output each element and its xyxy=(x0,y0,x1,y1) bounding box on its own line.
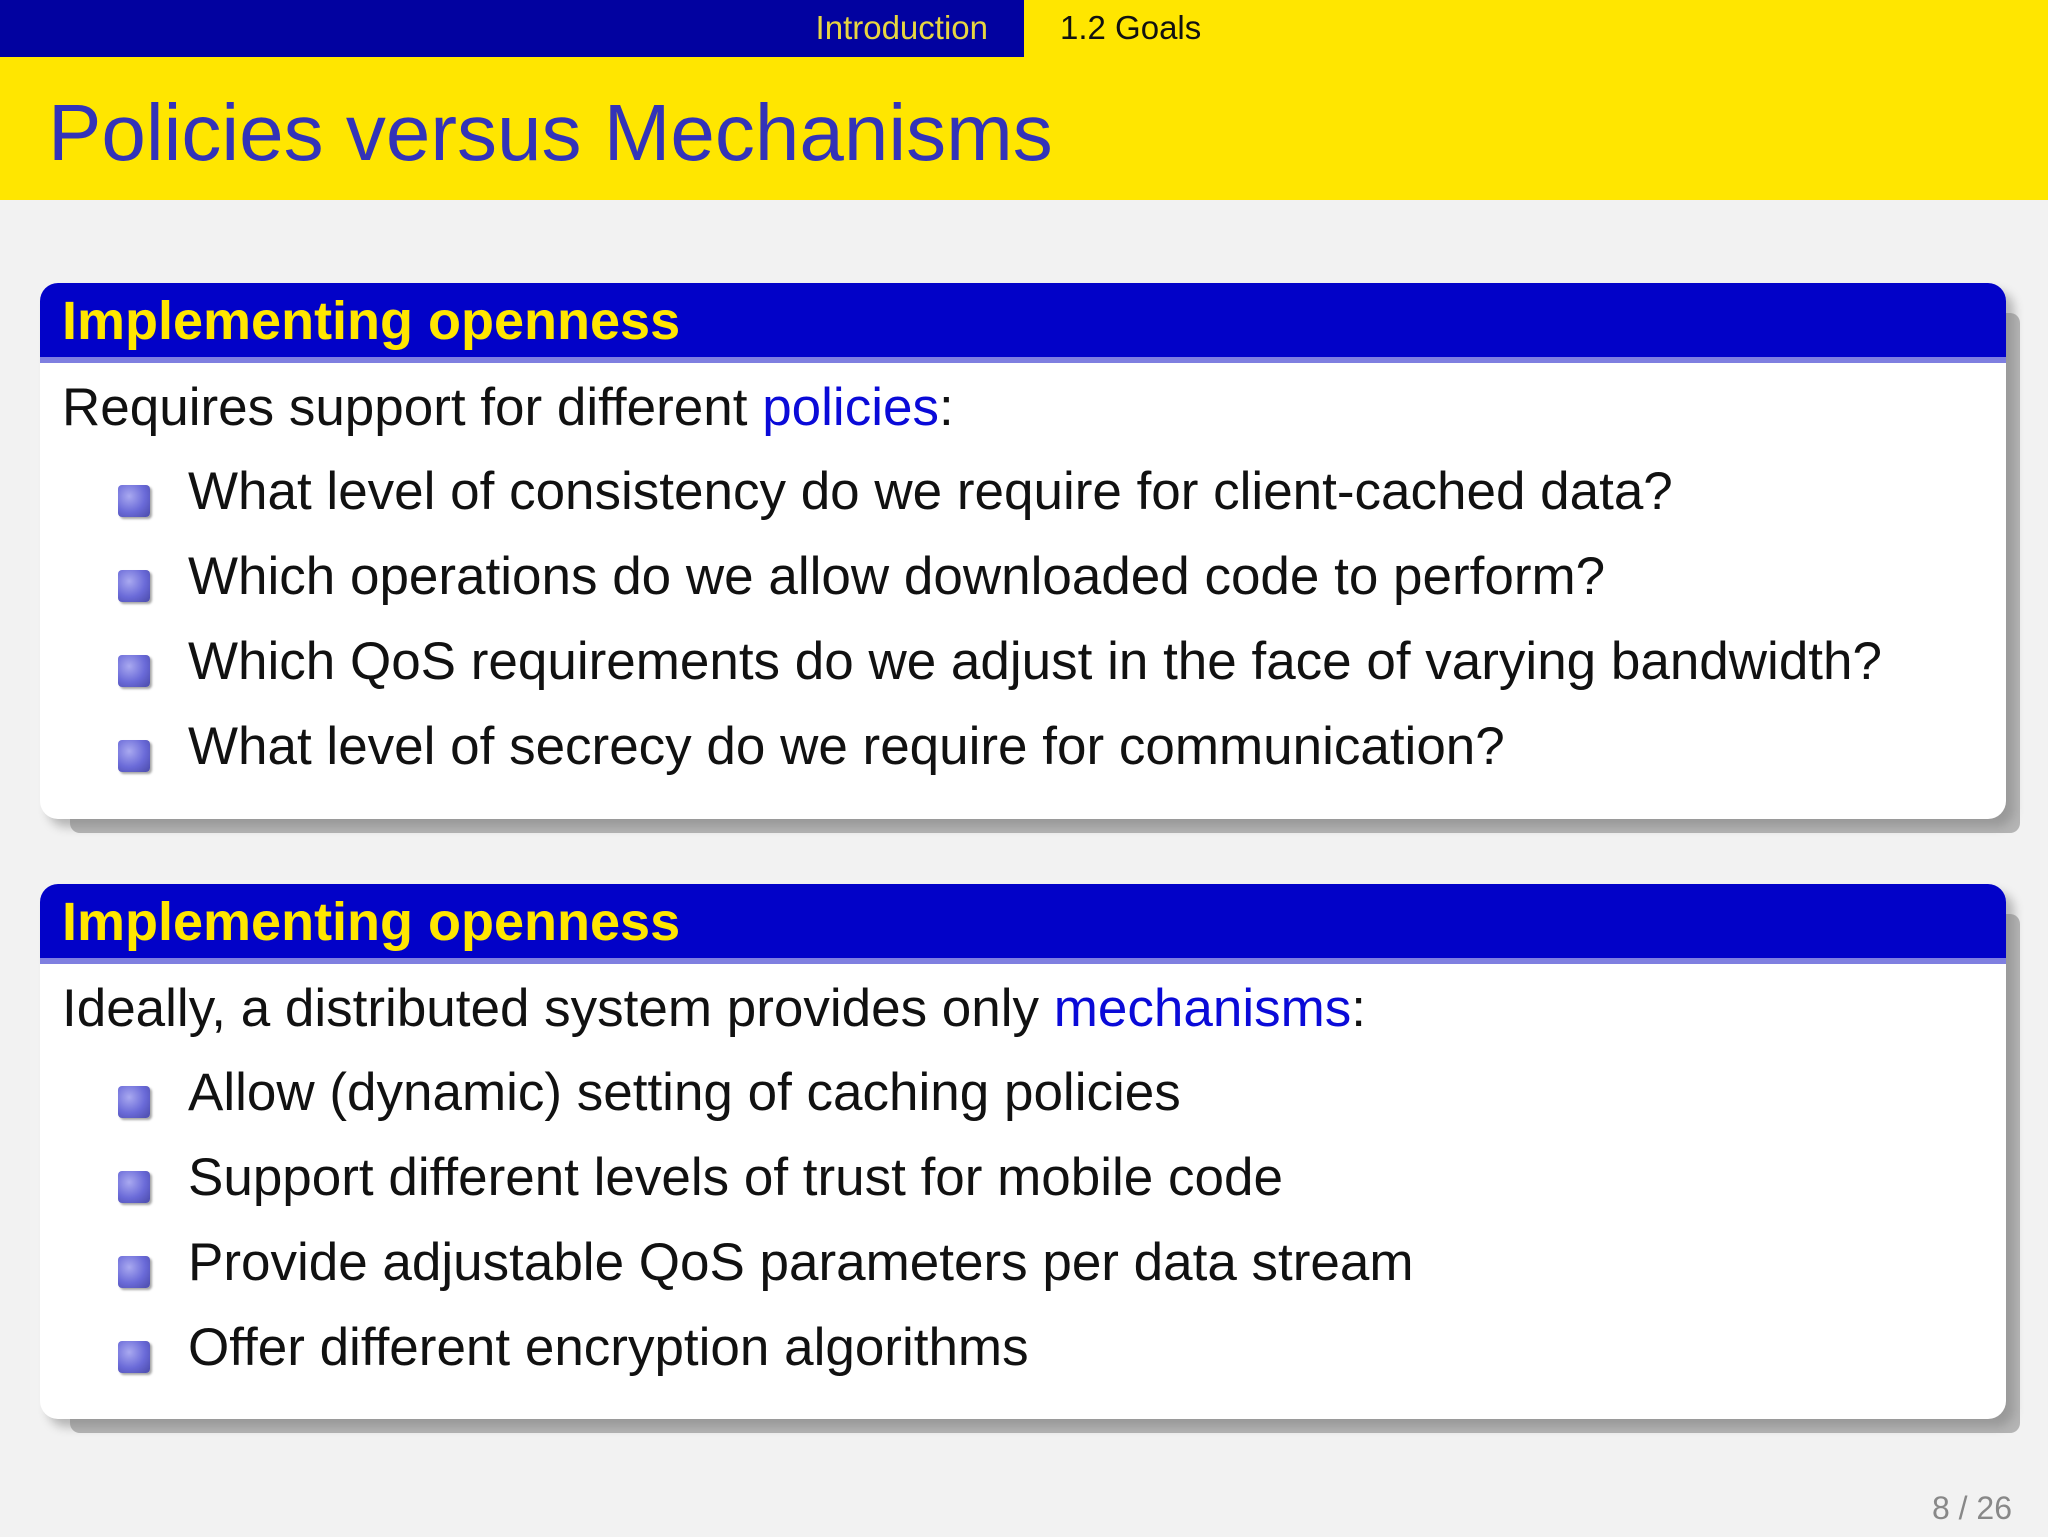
frame-title: Policies versus Mechanisms xyxy=(48,88,1053,177)
intro-highlight: mechanisms xyxy=(1053,979,1352,1038)
list-item xyxy=(118,631,1984,716)
block-header xyxy=(40,884,2006,964)
intro-suffix: : xyxy=(1351,979,1366,1038)
intro-text: Requires support for different xyxy=(62,378,763,437)
block-mechanisms xyxy=(40,884,2006,1419)
list-item xyxy=(118,716,1984,801)
list-item-text: Allow (dynamic) setting of caching policies xyxy=(188,1063,1181,1122)
square-bullet-icon xyxy=(118,740,150,772)
page-number: 8 / 26 xyxy=(1931,1490,2012,1526)
list-item-text: What level of secrecy do we require for communication? xyxy=(188,717,1505,776)
list-item xyxy=(118,546,1984,631)
nav-section-link[interactable]: Introduction xyxy=(815,9,988,46)
list-item-text: Offer different encryption algorithms xyxy=(188,1318,1029,1377)
list-item xyxy=(118,1147,1984,1232)
nav-section-area xyxy=(0,0,1024,57)
title-bar xyxy=(0,57,2048,200)
nav-subsection-area xyxy=(1024,0,2048,57)
block-body xyxy=(40,964,2006,1402)
bullet-list xyxy=(62,1062,1984,1402)
square-bullet-icon xyxy=(118,570,150,602)
list-item xyxy=(118,461,1984,546)
list-item xyxy=(118,1317,1984,1402)
block-title: Implementing openness xyxy=(62,291,681,351)
square-bullet-icon xyxy=(118,1256,150,1288)
list-item-text: Which QoS requirements do we adjust in the face of varying bandwidth? xyxy=(188,632,1882,691)
square-bullet-icon xyxy=(118,1341,150,1373)
intro-highlight: policies xyxy=(762,378,939,437)
block-title: Implementing openness xyxy=(62,892,681,952)
intro-suffix: : xyxy=(938,378,954,437)
list-item xyxy=(118,1232,1984,1317)
list-item-text: Support different levels of trust for mobile code xyxy=(188,1148,1283,1207)
list-item-text: What level of consistency do we require for client-cached data? xyxy=(188,462,1673,521)
list-item xyxy=(118,1062,1984,1147)
intro-text: Ideally, a distributed system provides only xyxy=(62,979,1054,1038)
square-bullet-icon xyxy=(118,655,150,687)
block-header xyxy=(40,283,2006,363)
block-body xyxy=(40,363,2006,801)
square-bullet-icon xyxy=(118,485,150,517)
nav-subsection-link[interactable]: 1.2 Goals xyxy=(1060,9,1202,46)
navigation-bar xyxy=(0,0,2048,57)
list-item-text: Provide adjustable QoS parameters per data stream xyxy=(188,1233,1414,1292)
block-intro xyxy=(62,978,1984,1040)
square-bullet-icon xyxy=(118,1171,150,1203)
square-bullet-icon xyxy=(118,1086,150,1118)
list-item-text: Which operations do we allow downloaded code to perform? xyxy=(188,547,1606,606)
block-intro xyxy=(62,377,1984,439)
bullet-list xyxy=(62,461,1984,801)
block-policies xyxy=(40,283,2006,819)
